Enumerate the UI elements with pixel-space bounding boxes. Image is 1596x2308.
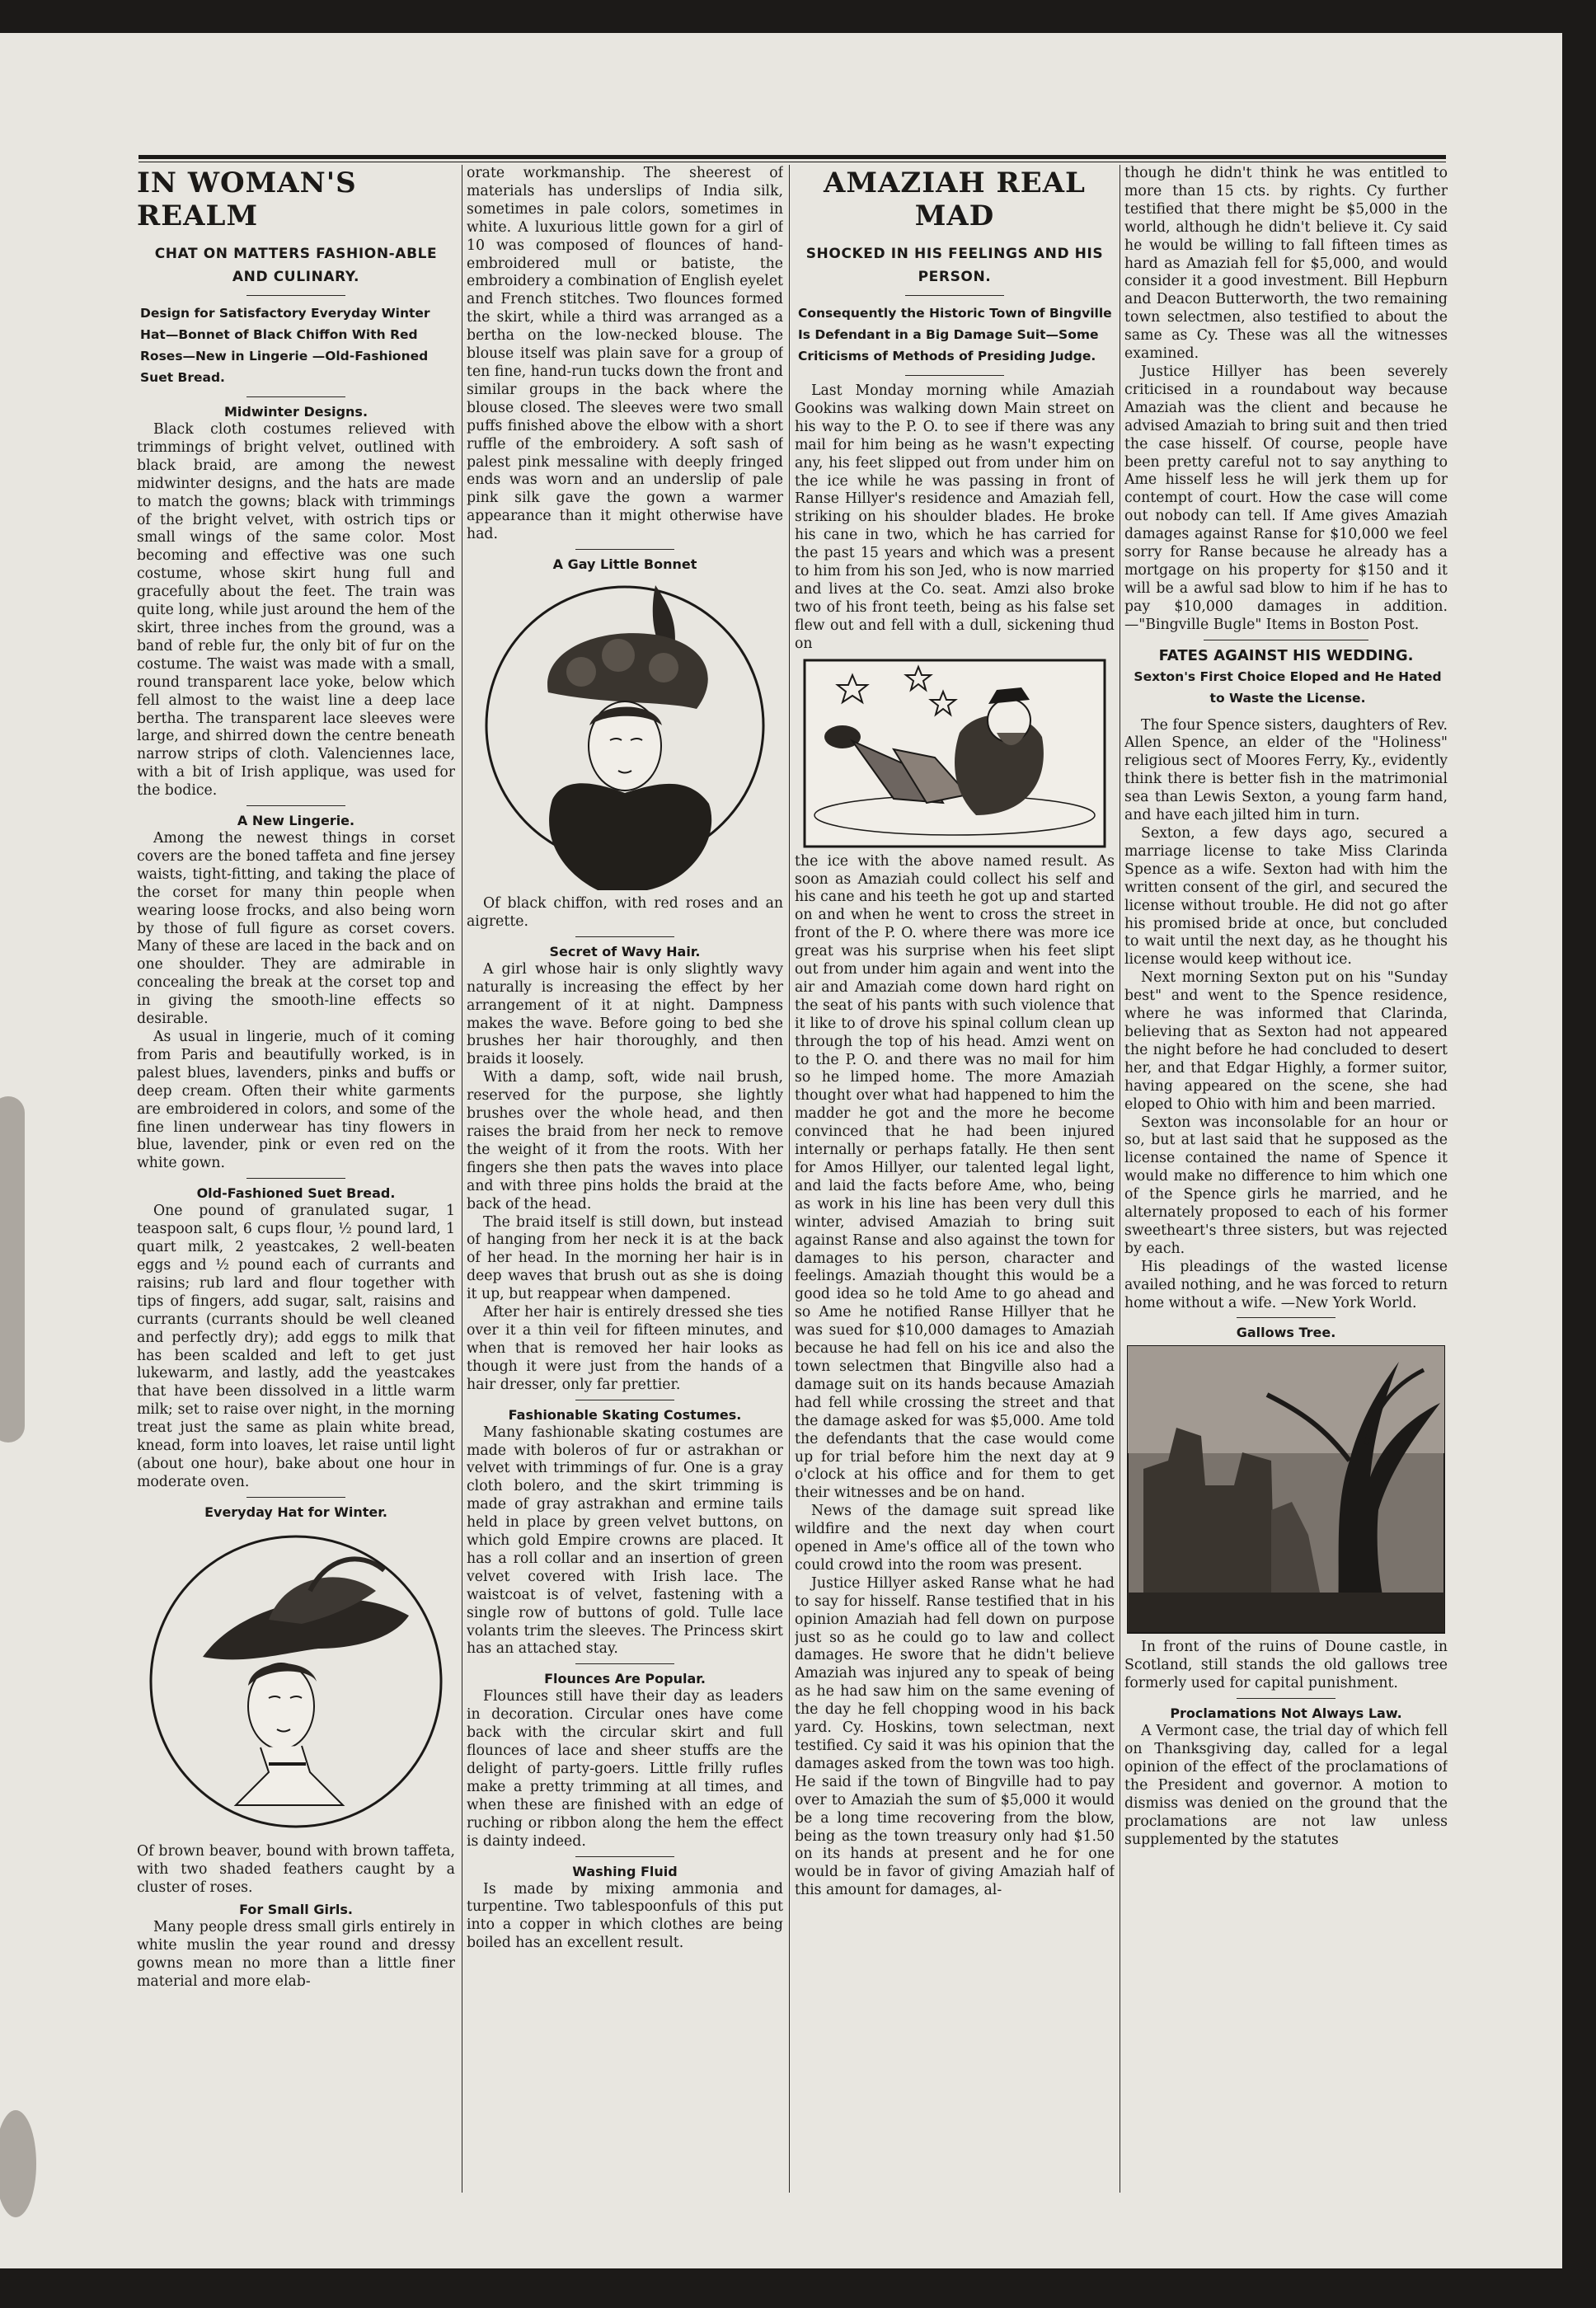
deck: CHAT ON MATTERS FASHION-ABLE AND CULINARY. [154, 246, 438, 285]
section-heading: Old-Fashioned Suet Bread. [196, 1185, 396, 1202]
scan-top-border [0, 0, 1596, 33]
deck: SHOCKED IN HIS FEELINGS AND HIS PERSON. [805, 246, 1104, 285]
section-heading: Midwinter Designs. [223, 404, 368, 420]
deck: Sexton's First Choice Eloped and He Hated to Waste the License. [1134, 668, 1442, 706]
page-damage-stain [0, 1096, 25, 1442]
divider [575, 1663, 674, 1664]
paragraph: Last Monday morning while Amaziah Gookins was walking down Main street on his way to the P. O. to see if there was any mail for him being as he wasn't expecting any, his feet slipped out from under him on the ice while he was passing in front of Ranse Hillyer's residence and Amaziah fell, striking on his shoulder blades. He broke his cane in two, which he has carried for the past 15 years and which was a present to him from his son Jed, who is now married and lives at the Co. seat. Amzi also broke two of his front teeth, being as his false set flew out and fell with a dull, sickening thud on [795, 382, 1115, 652]
paragraph: Many fashionable skating costumes are made with boleros of fur or astrakhan or velvet with trimmings of fur. One is a gray cloth bolero, and the skirt trimming is made of gray astrakhan and ermine tails held in place by green velvet buttons, on which gold Empire crowns are placed. It has a roll collar and an insertion of green velvet covered with Irish lace. The waistcoat is of velvet, fastening with a single row of buttons of gold. Tulle lace volants trim the sleeves. The Princess skirt has an attached stay. [467, 1424, 783, 1658]
paragraph: A girl whose hair is only slightly wavy naturally is increasing the effect by her arrangement of it at night. Dampness makes the wave. Before going to bed she brushes her hair thoroughly, and then braids it loosely. [467, 960, 783, 1068]
divider [246, 396, 345, 397]
paragraph: A Vermont case, the trial day of which fell on Thanksgiving day, called for a legal opinion of the effect of the proclamations of the President and governor. A motion to dismiss was denied on the ground that the proclamations are not law unless supplemented by the statutes [1124, 1723, 1448, 1848]
paragraph: With a damp, soft, wide nail brush, reserved for the purpose, she lightly brushes over the whole head, and then raises the braid from her neck to remove the weight of it from the roots. With her fingers she then pats the waves into place and with three pins holds the braid at the back of the head. [467, 1069, 783, 1213]
paragraph: orate workmanship. The sheerest of materials has underslips of India silk, sometimes in pale colors, sometimes in white. A luxurious little gown for a girl of 10 was composed of flounces of hand-embroidered mull or batiste, the embroidery a combination of English eyelet and French stitches. Two flounces formed the skirt, while a third was arranged as a bertha on the low-necked blouse. The blouse itself was plain save for a group of ten fine, hand-run tucks down the front and similar groups in the back where the blouse closed. The sleeves were two small puffs finished above the elbow with a short ruffle of the embroidery. A soft sash of palest pink messaline with deeply fringed ends was worn and an underslip of pale pink silk gave the gown a warmer appearance than it might otherwise have had. [467, 165, 783, 543]
deck: Consequently the Historic Town of Bingville Is Defendant in a Big Damage Suit—Some Criticisms of Methods of Presiding Judge. [798, 306, 1112, 364]
section-heading: Secret of Wavy Hair. [549, 943, 701, 959]
headline: IN WOMAN'S REALM [137, 167, 357, 232]
section-heading: Everyday Hat for Winter. [204, 1503, 387, 1520]
divider [905, 375, 1004, 376]
section-heading: Washing Fluid [572, 1863, 678, 1879]
column-rule [789, 165, 790, 2193]
paragraph: Justice Hillyer asked Ranse what he had to say for hisself. Ranse testified that in his opinion Amaziah had fell down on purpose just so as he could go to law and collect damages. He swore that he didn't believe Amaziah was injured any to speak of being as he had saw him on the same evening of the day he fell chopping wood in his back yard. Cy. Hoskins, town selectman, next testified. Cy said it was his opinion that the damages asked from the town was too high. He said if the town of Bingville had to pay over to Amaziah the sum of $5,000 it would be a long time recovering from the blow, being as the town treasury only had $1.50 on its hands at present and he for one would be in favor of giving Amaziah half of this amount for damages, al- [795, 1574, 1115, 1899]
paragraph: Black cloth costumes relieved with trimmings of bright velvet, outlined with black braid, are among the newest midwinter designs, and the hats are made to match the gowns; black with trimmings of the bright velvet, with ostrich tips or small wings of the same color. Most becoming and effective was one such costume, whose skirt hung full and gracefully about the feet. The train was quite long, while just around the hem of the skirt, three inches from the ground, was a band of reble fur, the only bit of fur on the costume. The waist was made with a small, round transparent lace yoke, below which fell almost to the waist line a deep lace bertha. The transparent lace sleeves were large, and shirred down the centre beneath narrow strips of cloth. Valenciennes lace, with a bit of Irish applique, was used for the bodice. [137, 421, 455, 800]
paragraph: Among the newest things in corset covers are the boned taffeta and fine jersey waists, tight-fitting, and taking the place of the corset for many thin people when wearing loose frocks, and also being worn by those of full figure as corset covers. Many of these are laced in the back and on one shoulder. They are admirable in concealing the break at the corset top and in giving the smooth-line effects so desirable. [137, 830, 455, 1028]
section-heading: Fashionable Skating Costumes. [508, 1406, 742, 1423]
column-womans-realm [137, 165, 455, 2201]
section-heading: For Small Girls. [239, 1902, 353, 1918]
bonnet-illustration [474, 577, 776, 890]
divider [575, 1856, 674, 1857]
column-amaziah-article [795, 165, 1115, 2201]
section-heading: Flounces Are Popular. [544, 1671, 706, 1687]
scan-bottom-border [0, 2268, 1596, 2308]
deck: Design for Satisfactory Everyday Winter Hat—Bonnet of Black Chiffon With Red Roses—New in Lingerie —Old-Fashioned Suet Bread. [140, 306, 430, 385]
paragraph: After her hair is entirely dressed she ties over it a thin veil for fifteen minutes, and when that is removed her hair looks as though it were just from the hands of a hair dresser, only far prettier. [467, 1304, 783, 1393]
divider [1237, 1317, 1335, 1318]
paragraph: Many people dress small girls entirely in white muslin the year round and dressy gowns mean no more than a little finer material and more elab- [137, 1919, 455, 1991]
section-heading: Gallows Tree. [1236, 1325, 1336, 1341]
section-heading: FATES AGAINST HIS WEDDING. [1158, 646, 1414, 664]
headline: AMAZIAH REAL MAD [824, 167, 1086, 232]
divider [905, 295, 1004, 296]
caption: In front of the ruins of Doune castle, in Scotland, still stands the old gallows tree formerly used for capital punishment. [1124, 1639, 1448, 1692]
paragraph: Justice Hillyer has been severely criticised in a roundabout way because Amaziah was the client and because he advised Amaziah to bring suit and then tried the case hisself. Of course, people have been pretty careful not to say anything to Ame hisself less he will jerk them up for contempt of court. How the case will come out nobody can tell. If Ame gives Amaziah damages against Ranse for $10,000 we feel sorry for Ranse because he already has a mortgage on his property for $150 and it will be a awful sad blow to him if he has to pay $10,000 damages in addition.—"Bingville Bugle" Items in Boston Post. [1124, 363, 1448, 633]
page-top-rule [138, 155, 1446, 159]
paragraph: His pleadings of the wasted license availed nothing, and he was forced to return home without a wife. —New York World. [1124, 1258, 1448, 1311]
paragraph: One pound of granulated sugar, 1 teaspoon salt, 6 cups flour, ½ pound lard, 1 quart milk, 2 yeastcakes, 2 well-beaten eggs and ½ pound each of currants and raisins; rub lard and flour together with tips of fingers, add sugar, salt, raisins and currants (currants should be well cleaned and perfectly dry); add eggs to milk that has been scalded and left to get just lukewarm, and lastly, add the yeastcakes that have been dissolved in a little warm milk; set to raise over night, in the morning treat just the same as plain white bread, knead, form into loaves, let raise until light (about one hour), bake about one hour in moderate oven. [137, 1203, 455, 1490]
paragraph: Flounces still have their day as leaders in decoration. Circular ones have come back with the circular skirt and full flounces of lace and sheer stuffs are the delight of party-goers. Little frilly rufles make a pretty trimming at all times, and when these are finished with an edge of ruching or ribbon along the hem the effect is dainty indeed. [467, 1688, 783, 1850]
paragraph: Sexton was inconsolable for an hour or so, but at last said that he supposed as the license contained the name of Spence it would make no difference to him which one of the Spence girls he married, and he alternately proposed to each of his former sweetheart's three sisters, but was rejected by each. [1124, 1114, 1448, 1257]
caption: Of brown beaver, bound with brown taffeta, with two shaded feathers caught by a cluster of roses. [137, 1842, 455, 1896]
divider [1237, 1698, 1335, 1699]
divider [575, 549, 674, 550]
column-miscellany [1124, 165, 1448, 2201]
winter-hat-illustration [145, 1525, 447, 1838]
divider [246, 805, 345, 806]
divider [246, 1497, 345, 1498]
section-heading: Proclamations Not Always Law. [1170, 1705, 1402, 1722]
paragraph: Sexton, a few days ago, secured a marriage license to take Miss Clarinda Spence as a wife. Sexton had with him the written consent of the girl, and secured the license without trouble. He did not go after his promised bride at once, but concluded to wait until the next day, as he thought his license would keep without ice. [1124, 825, 1448, 969]
divider [246, 1178, 345, 1179]
divider [575, 936, 674, 937]
paragraph: the ice with the above named result. As soon as Amaziah could collect his self and his cane and his teeth he got up and started on and when he went to cross the street in front of the P. O. where there was more ice great was his surprise when his feet slipt out from under him again and went into the air and Amaziah come down hard right on the seat of his pants with such violence that it like to of drove his spinal collum clean up through the top of his head. Amzi went on to the P. O. and there was no mail for him so he limped home. The more Amaziah thought over what had happened to him the madder he got and the more he become convinced that he had been injured internally or perhaps fatally. He then sent for Amos Hillyer, our talented legal light, and laid the facts before Ame, who, being as work in his line has been very dull this winter, advised Amaziah to bring suit against Ranse and also against the town for damages to his person, character and feelings. Amaziah thought this would be a good idea so he told Ame to go ahead and so Ame he notified Ranse Hillyer that he was sued for $10,000 damages to Amaziah because he had fell on his ice and also the town selectmen that Bingville also had a damage suit on its hands because Amaziah had fell while crossing the street and that the damage asked for was $5,000. Ame told the defendants that the case would come up for trial before him the next day at 9 o'clock at his office and for them to get their witnesses and be on hand. [795, 852, 1115, 1502]
paragraph: News of the damage suit spread like wildfire and the next day when court opened in Ame's office all of the town who could crowd into the room was present. [795, 1503, 1115, 1574]
section-heading: A New Lingerie. [237, 813, 355, 829]
paragraph: The braid itself is still down, but instead of hanging from her neck it is at the back of her head. In the morning her hair is in deep waves that brush out as she is doing it up, but reappear when dampened. [467, 1213, 783, 1303]
section-heading: A Gay Little Bonnet [552, 556, 697, 573]
gallows-tree-photo [1127, 1345, 1445, 1634]
scan-right-border [1562, 0, 1596, 2308]
paragraph: Is made by mixing ammonia and turpentine. Two tablespoonfuls of this put into a copper in which clothes are being boiled has an excellent result. [467, 1880, 783, 1952]
falling-man-cartoon [803, 659, 1106, 848]
paragraph: As usual in lingerie, much of it coming from Paris and beautifully worked, is in palest blues, lavenders, pinks and buffs or deep cream. Often their white garments are embroidered in colors, and some of the fine linen underwear has tiny flowers in blue, lavender, pink or even red on the white gown. [137, 1029, 455, 1172]
paragraph: Next morning Sexton put on his "Sunday best" and went to the Spence residence, where he was informed that Clarinda, believing that as Sexton had not appeared the night before he had concluded to desert her, and that Edgar Highly, a former suitor, having appeared on the scene, she had eloped to Ohio with him and been married. [1124, 969, 1448, 1113]
divider [246, 295, 345, 296]
paragraph: The four Spence sisters, daughters of Rev. Allen Spence, an elder of the "Holiness" religious sect of Moores Ferry, Ky., evidently think there is better fish in the matrimonial sea than Lewis Sexton, a young farm hand, and have each jilted him in turn. [1124, 716, 1448, 824]
column-womans-realm-continued [467, 165, 783, 2201]
paragraph: though he didn't think he was entitled to more than 15 cts. by rights. Cy further testified that there might be $5,000 in the world, although he didn't believe it. Cy said he would be willing to fall fifteen times as hard as Amaziah fell for $5,000, and would consider it a good investment. Bill Hepburn and Deacon Butterworth, the two remaining town selectmen, also testified to about the same as Cy. These was all the witnesses examined. [1124, 165, 1448, 363]
caption: Of black chiffon, with red roses and an aigrette. [467, 895, 783, 930]
